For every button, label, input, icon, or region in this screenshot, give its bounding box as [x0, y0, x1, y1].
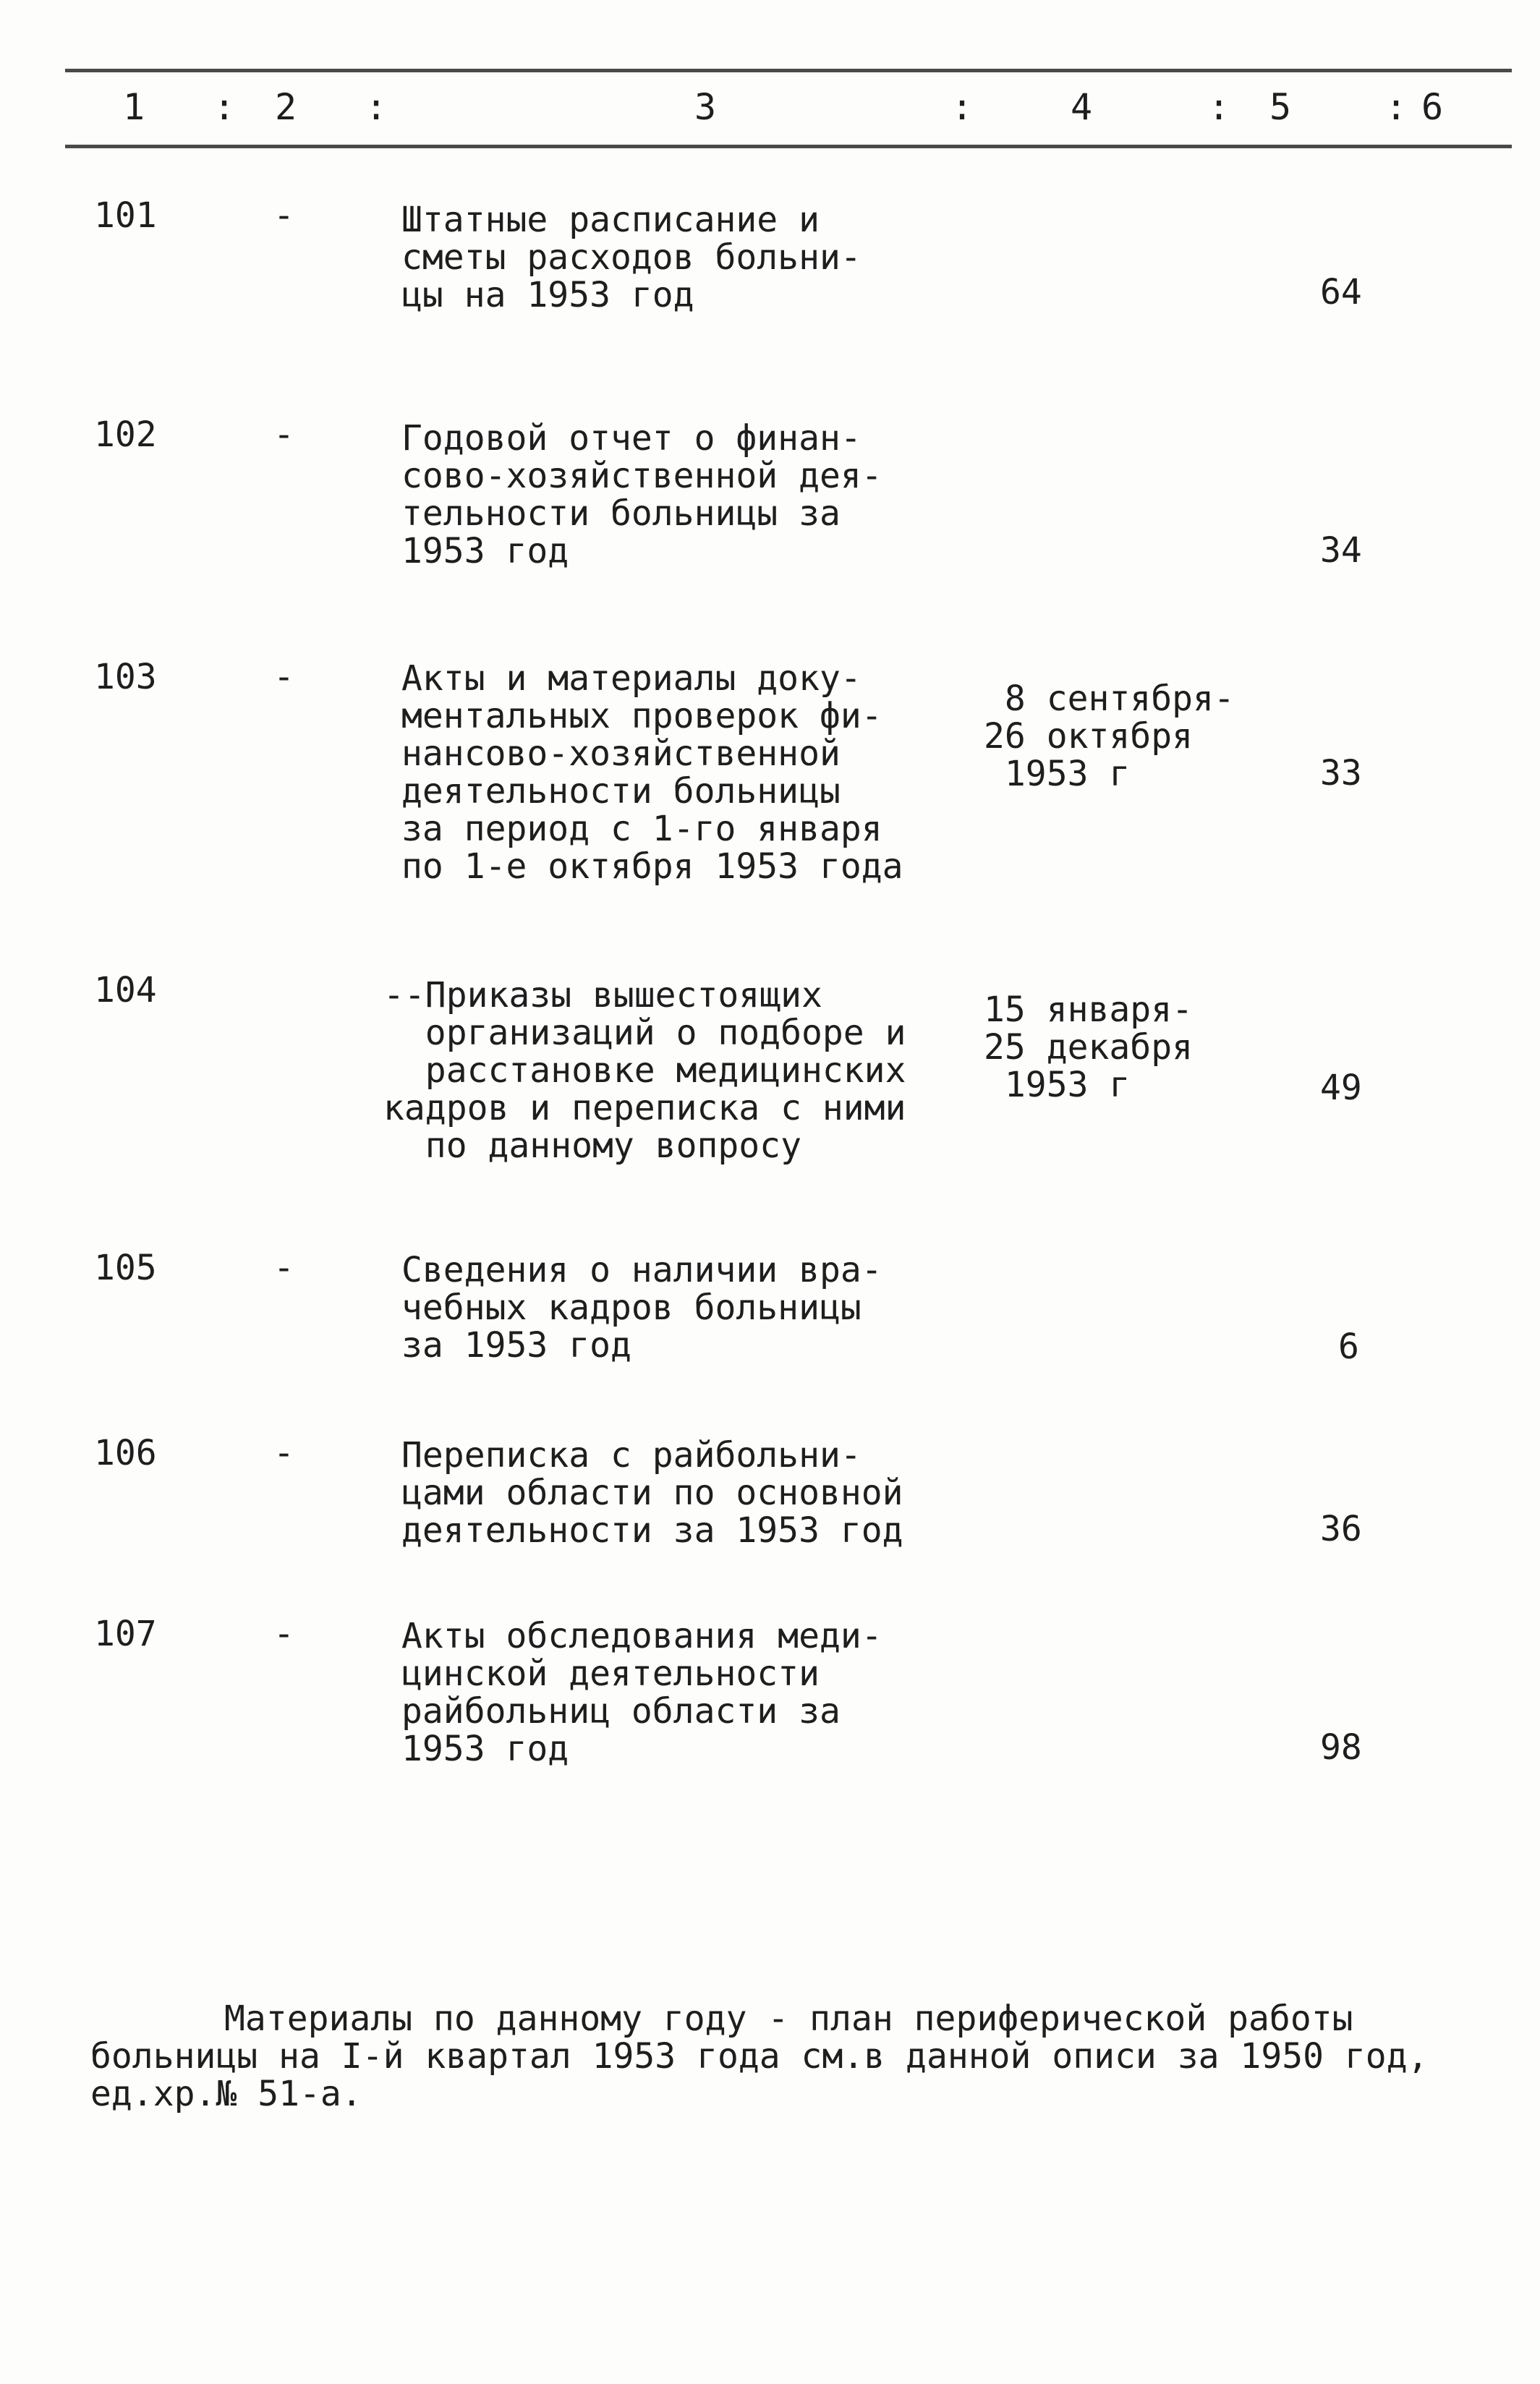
footnote-line: Материалы по данному году - план периферической работы: [224, 1998, 1353, 2039]
record-sheet-count: 6: [1338, 1327, 1359, 1367]
record-title: Годовой отчет о финан- сово-хозяйственной дея- тельности больницы за 1953 год: [401, 418, 882, 571]
column-header-2: 2: [275, 86, 297, 128]
record-title: Акты обследования меди- цинской деятельности райбольниц области за 1953 год: [401, 1616, 882, 1769]
record-sheet-count: 49: [1320, 1068, 1362, 1108]
column-separator: :: [213, 86, 236, 128]
header-top-rule: [65, 69, 1512, 72]
record-mark: -: [273, 414, 294, 455]
column-separator: :: [1208, 86, 1230, 128]
record-title: Акты и материалы доку- ментальных проверок фи- нансово-хозяйственной деятельности больницы за период с 1-го января по 1-е октября 1953 года: [401, 658, 903, 887]
column-header-3: 3: [694, 86, 717, 128]
record-sheet-count: 36: [1320, 1509, 1362, 1549]
column-separator: :: [365, 86, 388, 128]
record-mark: -: [273, 195, 294, 236]
record-number: 101: [94, 195, 157, 236]
record-number: 106: [94, 1433, 157, 1473]
record-number: 104: [94, 970, 157, 1010]
column-separator: :: [1385, 86, 1408, 128]
record-number: 105: [94, 1248, 157, 1288]
record-title: --Приказы вышестоящих организаций о подборе и расстановке медицинских кадров и переписка с ними по данному вопросу: [383, 975, 906, 1166]
record-sheet-count: 64: [1320, 272, 1362, 312]
footnote-line: больницы на I-й квартал 1953 года см.в данной описи за 1950 год,: [90, 2036, 1429, 2077]
record-number: 107: [94, 1614, 157, 1654]
column-separator: :: [951, 86, 974, 128]
column-header-4: 4: [1071, 86, 1093, 128]
column-header-5: 5: [1269, 86, 1292, 128]
column-header-6: 6: [1421, 86, 1444, 128]
record-mark: -: [273, 657, 294, 697]
record-number: 103: [94, 657, 157, 697]
record-mark: -: [273, 1248, 294, 1288]
header-bottom-rule: [65, 145, 1512, 148]
record-sheet-count: 34: [1320, 530, 1362, 571]
footnote-line: ед.хр.№ 51-а.: [90, 2074, 362, 2114]
column-header-1: 1: [123, 86, 145, 128]
record-title: Сведения о наличии вра- чебных кадров больницы за 1953 год: [401, 1250, 882, 1366]
record-title: Переписка с райбольни- цами области по основной деятельности за 1953 год: [401, 1435, 903, 1551]
record-mark: -: [273, 1433, 294, 1473]
record-sheet-count: 33: [1320, 753, 1362, 793]
record-dates: 15 января- 25 декабря 1953 г: [984, 989, 1193, 1105]
record-title: Штатные расписание и сметы расходов больни- цы на 1953 год: [401, 200, 862, 315]
record-sheet-count: 98: [1320, 1727, 1362, 1768]
record-dates: 8 сентября- 26 октября 1953 г: [984, 678, 1235, 794]
footnote: [90, 2000, 1508, 2113]
record-mark: -: [273, 1614, 294, 1654]
record-number: 102: [94, 414, 157, 455]
